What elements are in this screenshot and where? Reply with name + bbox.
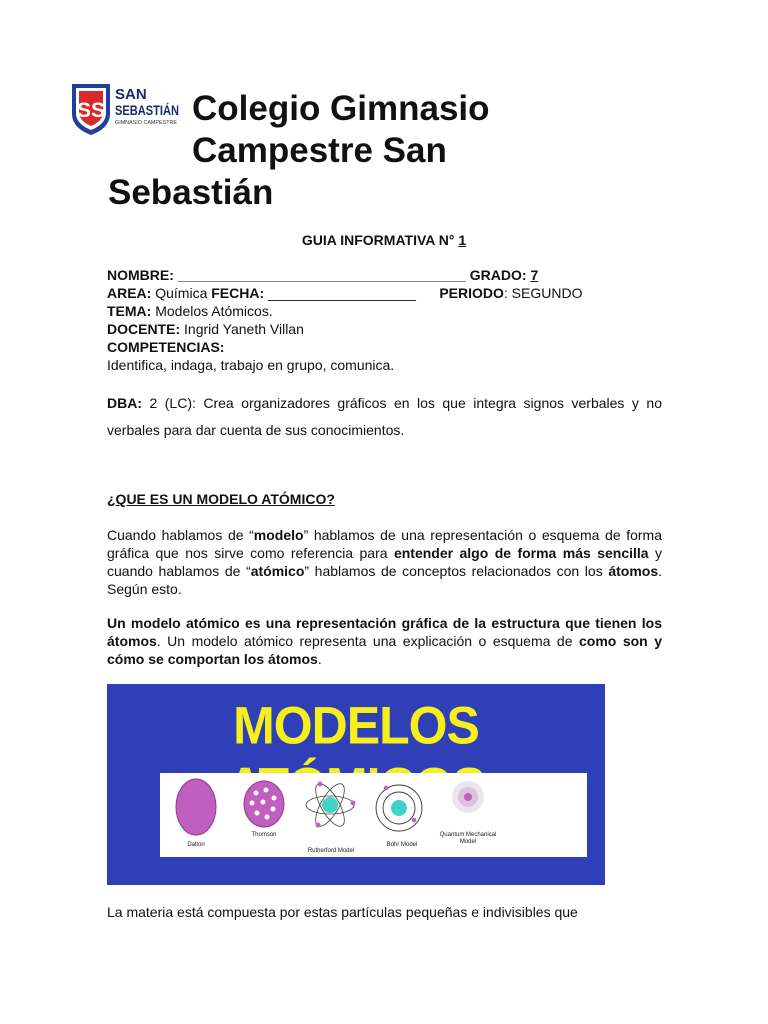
grado-label: GRADO:: [469, 267, 527, 283]
title-line-3: Sebastián: [108, 173, 274, 212]
tema-value: Modelos Atómicos.: [155, 303, 273, 319]
nombre-label: NOMBRE:: [107, 267, 174, 283]
modelos-atomicos-figure: [107, 684, 605, 885]
text-run: y cuando hablamos de “: [107, 545, 662, 579]
competencias-value: Identifica, indaga, trabajo en grupo, comunica.: [107, 357, 395, 373]
logo-initials: SS: [76, 99, 106, 122]
docente-row: [107, 320, 662, 338]
text-run: Cuando hablamos de “: [107, 527, 254, 543]
bold-run: entender algo de forma más sencilla: [393, 545, 649, 561]
caption-quantum-2: Model: [459, 839, 477, 845]
paragraph-definicion: [107, 614, 662, 668]
docente-value: Ingrid Yaneth Villan: [184, 321, 304, 337]
bold-run: modelo: [253, 527, 304, 543]
bold-run: átomos: [608, 563, 659, 579]
fecha-label: FECHA:: [211, 285, 265, 301]
title-line-1: Colegio Gimnasio: [192, 89, 490, 128]
text-run: . Según esto.: [107, 563, 662, 597]
dba-paragraph: [107, 390, 662, 444]
guia-label: GUIA INFORMATIVA N°: [301, 232, 455, 248]
caption-rutherford: Rutherford Model: [307, 848, 355, 854]
logo-text-line3: GIMNASIO CAMPESTRE: [115, 120, 178, 126]
section-heading: ¿QUE ES UN MODELO ATÓMICO?: [107, 491, 335, 507]
dba-label: DBA:: [107, 395, 142, 411]
title-line-2: Campestre San: [192, 131, 447, 170]
logo-text-line2: SEBASTIÁN: [115, 102, 179, 118]
fecha-blank: ___________________: [268, 285, 416, 301]
paragraph-materia: La materia está compuesta por estas partículas pequeñas e indivisibles que: [107, 904, 578, 920]
periodo-value: : SEGUNDO: [503, 285, 583, 301]
docente-label: DOCENTE:: [107, 321, 181, 337]
thomson-atom-icon: [244, 781, 284, 827]
quantum-atom-icon: [452, 781, 484, 813]
tema-label: TEMA:: [107, 303, 152, 319]
caption-quantum-1: Quantum Mechanical: [439, 832, 497, 838]
area-label: AREA:: [107, 285, 152, 301]
dalton-atom-icon: [176, 779, 216, 835]
caption-dalton: Dalton: [187, 842, 205, 848]
bohr-atom-icon: [376, 785, 422, 831]
caption-thomson: Thomson: [251, 832, 277, 838]
area-value: Química: [155, 285, 208, 301]
text-run: ” hablamos de una representación o esquema de forma gráfica que nos sirve como referencia para: [107, 527, 662, 561]
periodo-label: PERIODO: [439, 285, 504, 301]
guia-number: 1: [458, 232, 467, 248]
figure-title: MODELOS: [233, 696, 479, 755]
tema-row: [107, 302, 662, 320]
bold-run: como son y cómo se comportan los átomos: [107, 633, 663, 667]
competencias-label: COMPETENCIAS:: [107, 339, 225, 355]
bold-run: atómico: [250, 563, 305, 579]
caption-bohr: Bohr Model: [386, 842, 418, 848]
header-fields: [107, 266, 662, 374]
school-title: [108, 88, 628, 214]
dba-text: 2 (LC): Crea organizadores gráficos en los que integra signos verbales y no verbales para dar cuenta de sus conocimientos.: [107, 395, 662, 438]
nombre-blank: _____________________________________: [177, 267, 466, 283]
nombre-row: [107, 266, 662, 284]
text-run: . Un modelo atómico representa una explicación o esquema de: [156, 633, 579, 649]
bold-run: Un modelo atómico es una representación gráfica de la estructura que tienen los átomos: [107, 615, 662, 649]
grado-value: 7: [530, 267, 539, 283]
rutherford-atom-icon: [306, 780, 356, 831]
text-run: ” hablamos de conceptos relacionados con los: [304, 563, 609, 579]
paragraph-modelo: [107, 526, 662, 598]
text-run: .: [317, 651, 322, 667]
guia-heading: [0, 232, 768, 248]
atom-models-panel: [160, 773, 587, 857]
area-row: [107, 284, 662, 302]
logo-text-line1: SAN: [115, 86, 147, 103]
